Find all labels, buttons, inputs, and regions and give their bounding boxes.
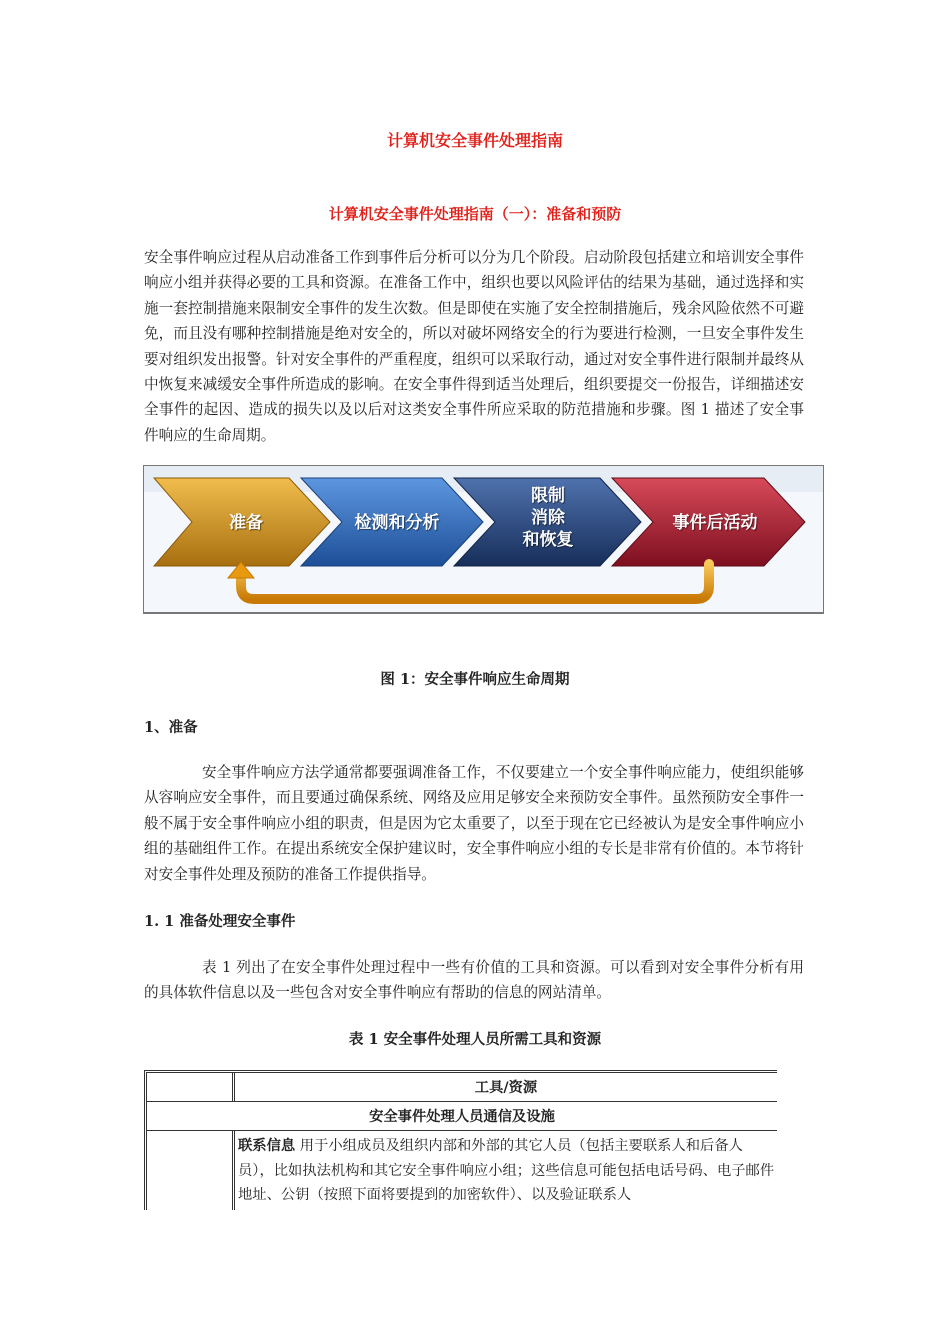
table-group-cell: 安全事件处理人员通信及设施 [369,1109,555,1125]
heading-prepare-handling: 1. 1 准备处理安全事件 [144,913,296,930]
table-header-row [147,1073,777,1102]
column-divider [232,1131,235,1210]
tools-resources-table [144,1070,777,1210]
document-title: 计算机安全事件处理指南 [386,131,563,150]
prepare-paragraph: 安全事件响应方法学通常都要强调准备工作，不仅要建立一个安全事件响应能力，使组织能够从容响应安全事件，而且要通过确保系统、网络及应用足够安全来预防安全事件。虽然预防安全事件一般不属于安全事件响应小组的职责，但是因为它太重要了，以至于现在它已经被认为是安全事件响应小组的基础组件工作。在提出系统安全保护建议时，安全事件响应小组的专长是非常有价值的。本节将针对安全事件处理及预防的准备工作提供指导。 [144,764,804,883]
stage-contain-label: 限制 消除 和恢复 [522,486,574,550]
table-group-row [147,1102,777,1131]
intro-paragraph: 安全事件响应过程从启动准备工作到事件后分析可以分为几个阶段。启动阶段包括建立和培训安全事件响应小组并获得必要的工具和资源。在准备工作中，组织也要以风险评估的结果为基础，通过选择和实施一套控制措施来限制安全事件的发生次数。但是即使在实施了安全控制措施后，残余风险依然不可避免，而且没有哪种控制措施是绝对安全的，所以对破坏网络安全的行为要进行检测，一旦安全事件发生要对组织发出报警。针对安全事件的严重程度，组织可以采取行动，通过对安全事件进行限制并最终从中恢复来减缓安全事件所造成的影响。在安全事件得到适当处理后，组织要提交一份报告，详细描述安全事件的起因、造成的损失以及以后对这类安全事件所应采取的防范措施和步骤。图 1 描述了安全事件响应的生命周期。 [144,249,804,444]
lifecycle-figure [143,465,824,614]
table-body-cell [238,1134,775,1208]
stage-post-label: 事件后活动 [672,513,758,533]
figure-caption: 图 1：安全事件响应生命周期 [380,671,570,688]
stage-prepare-label: 准备 [229,513,263,533]
table-header-cell: 工具/资源 [474,1080,538,1096]
lifecycle-diagram [144,466,824,614]
section-title: 计算机安全事件处理指南（一）：准备和预防 [328,205,622,223]
table-title: 表 1 安全事件处理人员所需工具和资源 [348,1031,602,1048]
stage-detect-label: 检测和分析 [354,513,440,533]
table-intro-paragraph: 表 1 列出了在安全事件处理过程中一些有价值的工具和资源。可以看到对安全事件分析有用的具体软件信息以及一些包含对安全事件响应有帮助的信息的网站清单。 [144,959,804,1002]
heading-prepare: 1、准备 [144,719,198,736]
table-row [147,1131,777,1210]
contact-info-term: 联系信息 [238,1138,296,1154]
contact-info-text: 用于小组成员及组织内部和外部的其它人员（包括主要联系人和后备人员），比如执法机构和其它安全事件响应小组；这些信息可能包括电话号码、电子邮件地址、公钥（按照下面将要提到的加密软件）、以及验证联系人 [238,1138,775,1203]
